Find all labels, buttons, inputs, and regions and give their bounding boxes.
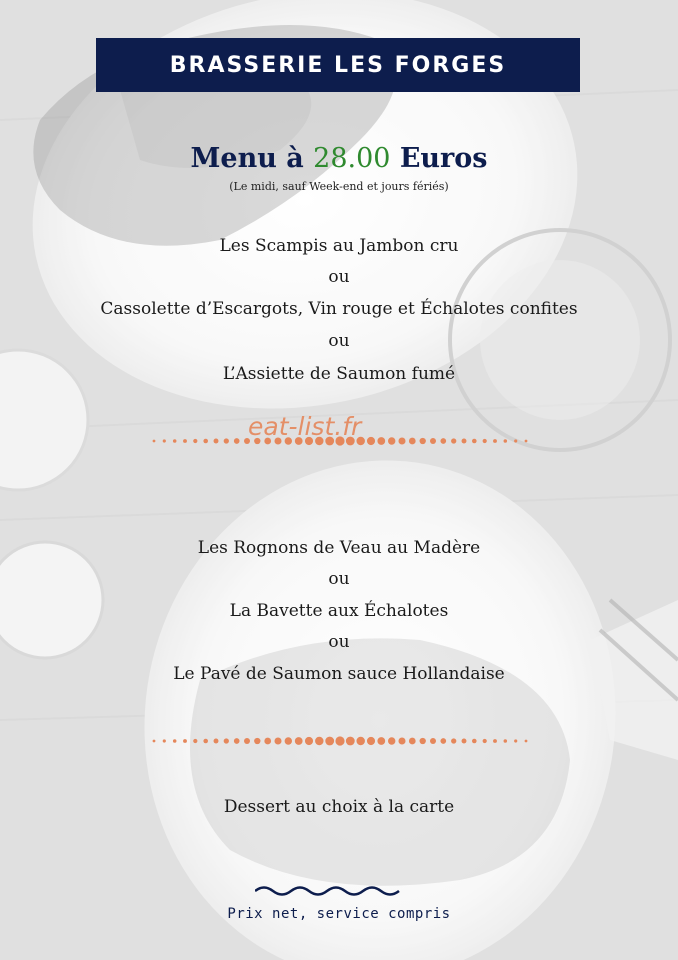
- divider-dot: [440, 438, 446, 444]
- divider-dot: [409, 738, 416, 745]
- divider-dot: [193, 439, 197, 443]
- menu-price: 28.00: [313, 143, 391, 174]
- restaurant-name: BRASSERIE LES FORGES: [169, 52, 507, 78]
- divider-dot: [234, 438, 240, 444]
- divider-dot: [398, 437, 405, 444]
- divider-dot: [274, 737, 281, 744]
- restaurant-name-banner: [96, 38, 580, 92]
- divider-dot: [305, 737, 313, 745]
- divider-dot: [285, 737, 292, 744]
- divider-dot: [254, 738, 260, 744]
- divider-dot: [173, 739, 177, 743]
- divider-dot: [214, 439, 219, 444]
- divider-dot: [430, 738, 436, 744]
- divider-dot: [183, 739, 187, 743]
- divider-dot: [483, 439, 487, 443]
- starter-item-1: Les Scampis au Jambon cru: [219, 236, 459, 256]
- main-or-1: ou: [328, 569, 350, 589]
- watermark-text: eat-list.fr: [248, 412, 362, 441]
- divider-dot: [234, 738, 240, 744]
- divider-dot: [451, 438, 456, 443]
- divider-dot: [203, 439, 208, 444]
- divider-dot: [163, 739, 166, 742]
- wave-ornament: [255, 884, 401, 898]
- divider-dot: [367, 737, 375, 745]
- starter-item-2: Cassolette d’Escargots, Vin rouge et Échalotes confites: [100, 299, 578, 319]
- divider-dot: [493, 739, 497, 743]
- divider-dot: [462, 439, 467, 444]
- divider-dot: [335, 736, 344, 745]
- divider-dot: [525, 740, 528, 743]
- price-note-footer: Prix net, service compris: [227, 906, 451, 922]
- divider-dot: [493, 439, 497, 443]
- divider-dot: [504, 439, 508, 443]
- divider-dot: [264, 738, 271, 745]
- divider-dot: [153, 740, 156, 743]
- divider-dot: [163, 439, 166, 442]
- starter-item-3: L’Assiette de Saumon fumé: [222, 364, 456, 384]
- divider-dot: [514, 739, 517, 742]
- divider-dot: [398, 737, 405, 744]
- divider-dot: [356, 737, 364, 745]
- divider-dot: [224, 438, 229, 443]
- starter-or-2: ou: [328, 331, 350, 351]
- divider-dot: [377, 737, 385, 745]
- divider-dot: [409, 438, 416, 445]
- starter-or-1: ou: [328, 267, 350, 287]
- divider-dot: [367, 437, 375, 445]
- divider-dot: [472, 439, 477, 444]
- divider-dot: [462, 739, 467, 744]
- menu-availability-note: (Le midi, sauf Week-end et jours fériés): [229, 180, 449, 193]
- divider-dot: [193, 739, 197, 743]
- divider-dot: [244, 738, 250, 744]
- divider-dot: [525, 440, 528, 443]
- divider-dot: [388, 737, 395, 744]
- divider-dot: [203, 739, 208, 744]
- divider-dot: [440, 738, 446, 744]
- divider-dot: [183, 439, 187, 443]
- divider-dot: [325, 737, 334, 746]
- divider-dot: [388, 437, 395, 444]
- divider-dot: [315, 737, 323, 745]
- main-item-1: Les Rognons de Veau au Madère: [197, 538, 481, 558]
- dotted-divider-2: [150, 733, 530, 749]
- divider-dot: [346, 737, 355, 746]
- divider-dot: [420, 738, 426, 744]
- dessert-item: Dessert au choix à la carte: [223, 797, 455, 817]
- menu-title: [0, 143, 678, 174]
- divider-dot: [173, 439, 177, 443]
- divider-dot: [377, 437, 385, 445]
- divider-dot: [420, 438, 426, 444]
- main-item-2: La Bavette aux Échalotes: [229, 601, 449, 621]
- divider-dot: [214, 739, 219, 744]
- main-or-2: ou: [328, 632, 350, 652]
- divider-dot: [224, 738, 229, 743]
- main-item-3: Le Pavé de Saumon sauce Hollandaise: [173, 664, 505, 684]
- menu-title-prefix: Menu à: [190, 143, 314, 174]
- divider-dot: [483, 739, 487, 743]
- divider-dot: [430, 438, 436, 444]
- divider-dot: [514, 439, 517, 442]
- divider-dot: [295, 737, 303, 745]
- divider-dot: [472, 739, 477, 744]
- menu-title-suffix: Euros: [390, 143, 488, 174]
- divider-dot: [153, 440, 156, 443]
- divider-dot: [504, 739, 508, 743]
- divider-dot: [451, 738, 456, 743]
